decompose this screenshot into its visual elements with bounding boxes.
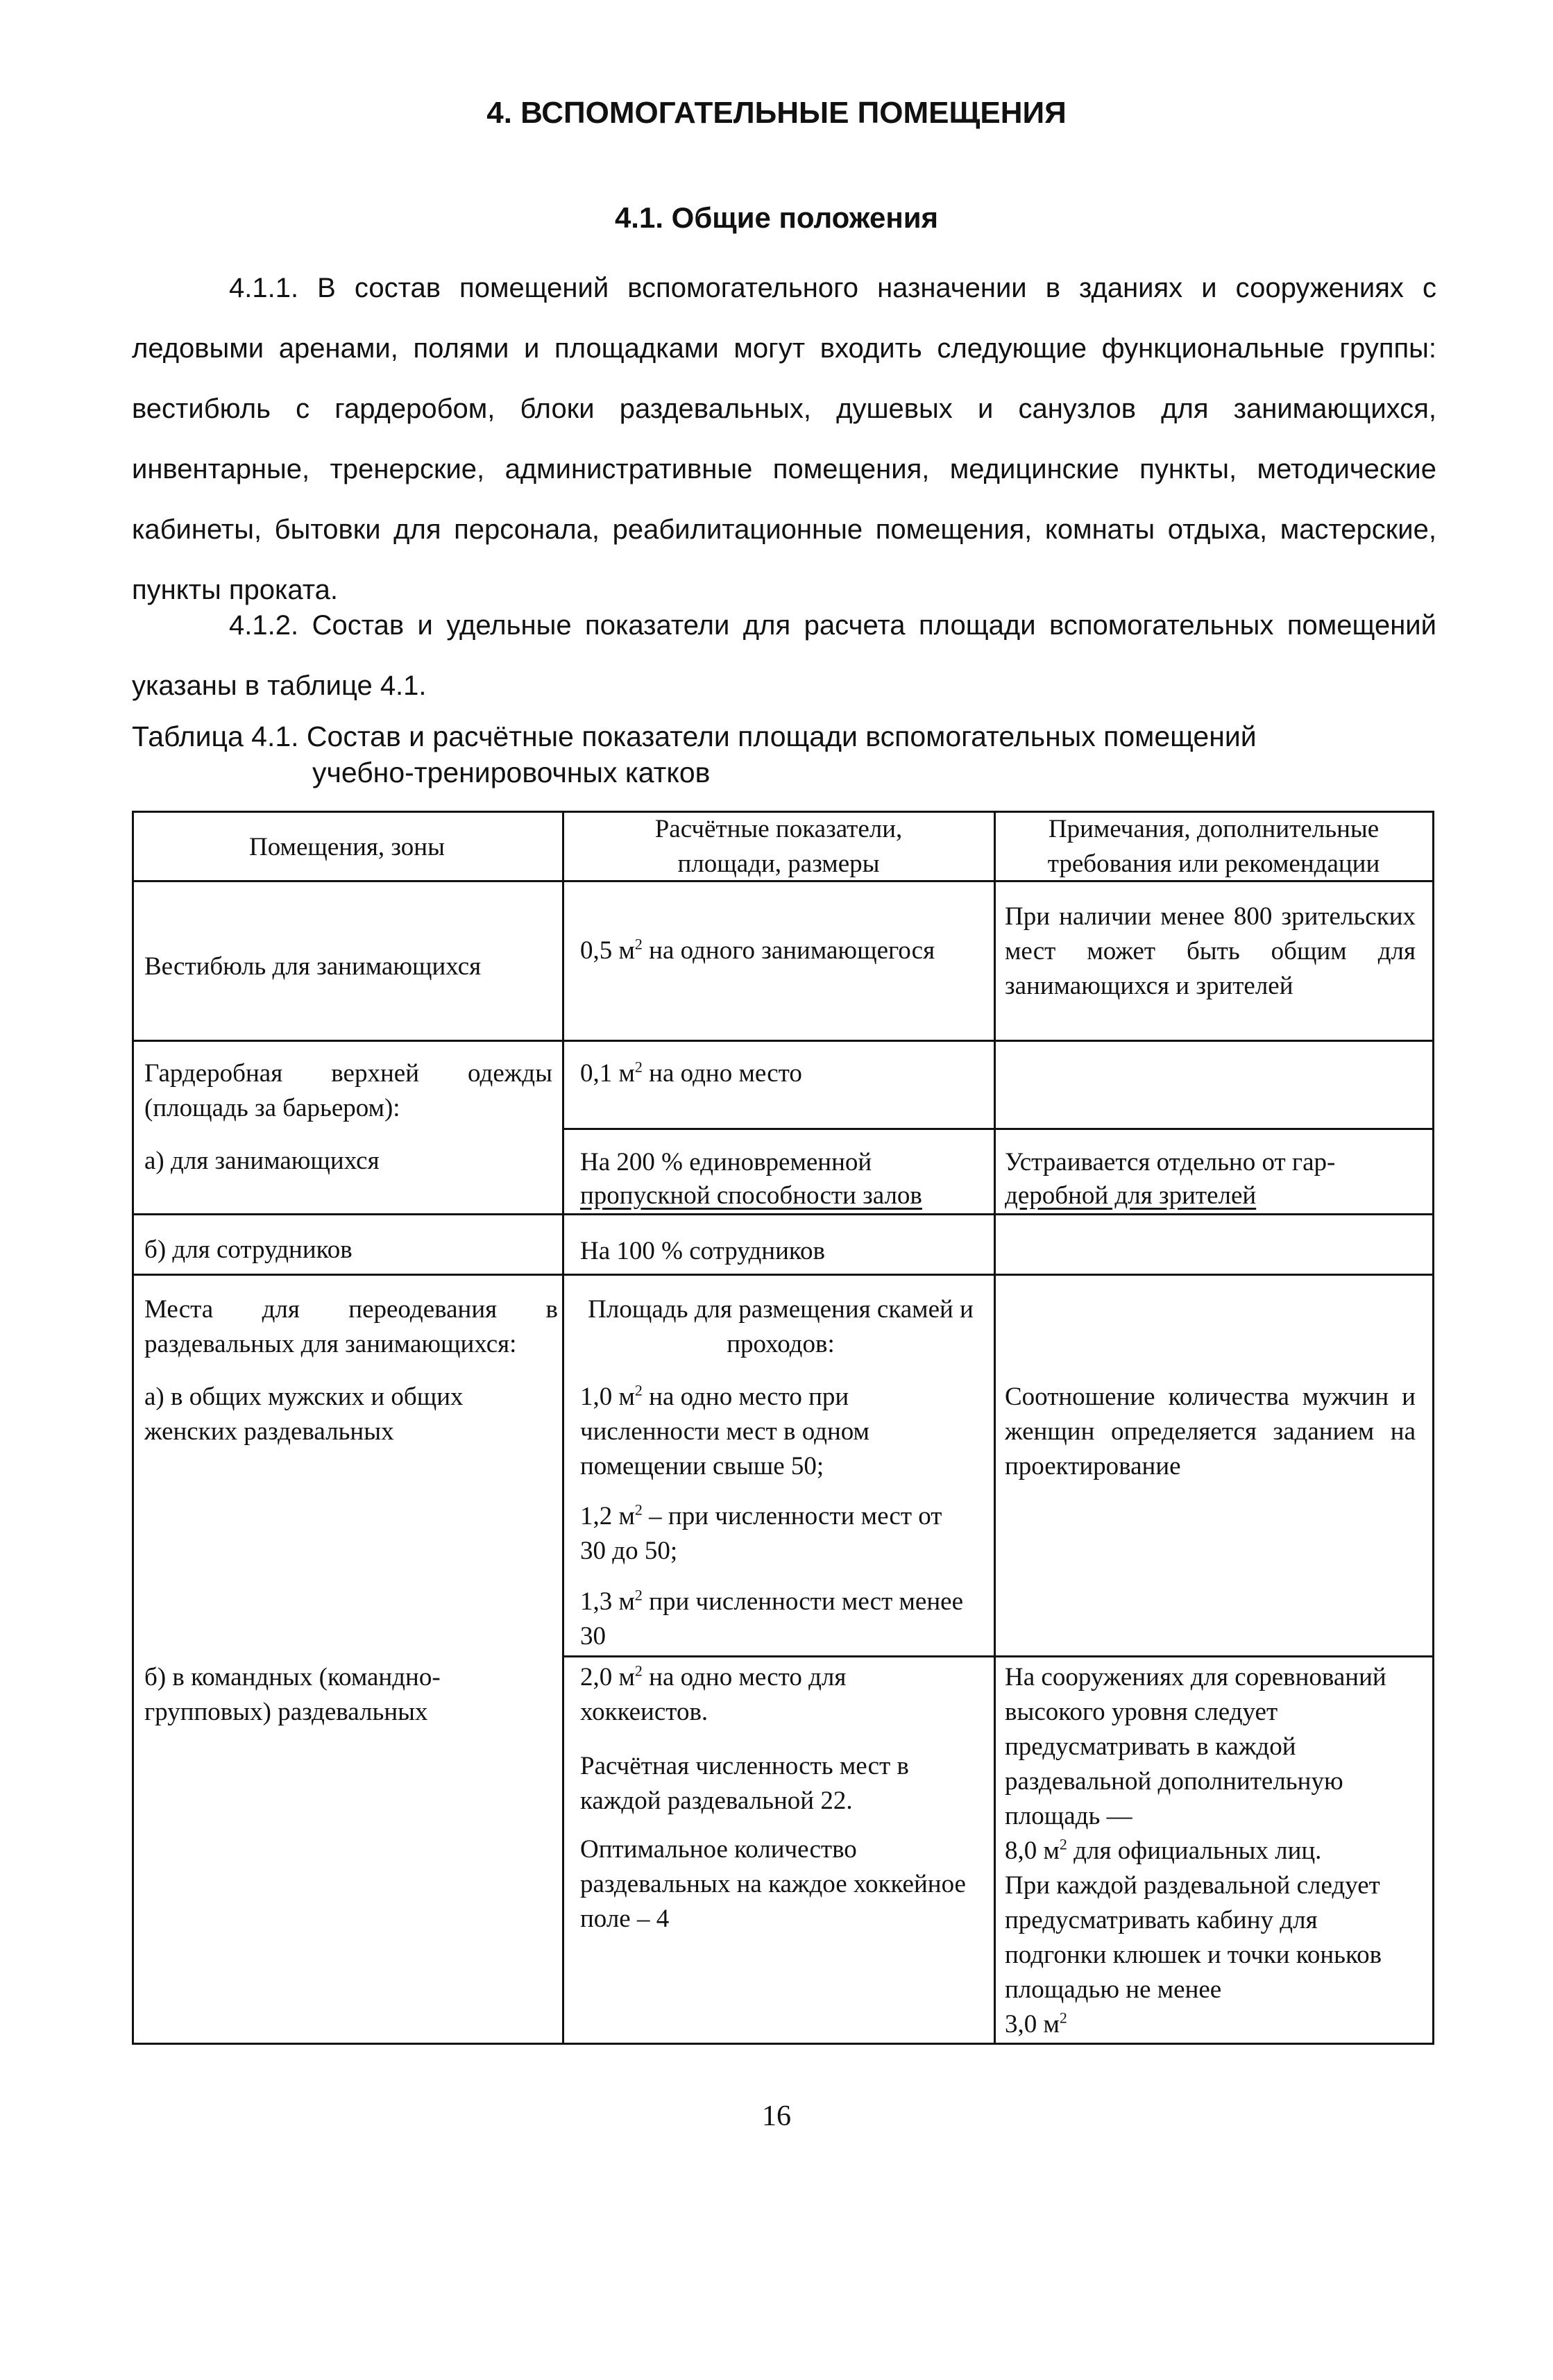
- row-cloakroom-trainees-note-l2: деробной для зрителей: [1005, 1181, 1257, 1210]
- row-changing-general-name: а) в общих мужских и общих женских раздевальных: [144, 1383, 464, 1446]
- row-team-note: На сооружениях для соревнований высокого уровня следует предусматривать в каждой раздевальной дополнительную площадь — 8,0 $м^2$ для официальных лиц. При каждой раздевальной следует предусматривать кабину для подгонки клюшек и точки коньков площадью не менее 3,0 $м^2$: [1005, 1663, 1386, 2039]
- row-changing-note: Соотношение количества мужчин и женщин определяется заданием на проектирование: [1005, 1383, 1416, 1480]
- paragraph-number: 4.1.2.: [229, 610, 299, 641]
- table-caption-line2: учебно-тренировочных катков: [312, 757, 711, 788]
- row-cloakroom-staff-name: б) для сотрудников: [144, 1235, 353, 1264]
- row-cloakroom-indicator: 0,1 $м^2$ на одно место: [580, 1058, 802, 1088]
- row-team-indicator-b: Расчётная численность мест в каждой раздевальной 22.: [580, 1752, 909, 1815]
- row-vestibule-indicator: 0,5 $м^2$ на одного занимающегося: [580, 935, 935, 965]
- row-changing-name: Места для переодевания в раздевальных для занимающихся:: [144, 1295, 558, 1358]
- paragraph-text: Состав и удельные показатели для расчета площади вспомогательных помещений указаны в таблице 4.1.: [132, 610, 1436, 701]
- paragraph-4-1-1: [132, 258, 1436, 621]
- paragraph-text: В состав помещений вспомогательного назначении в зданиях и сооружениях с ледовыми аренами, полями и площадками могут входить следующие функциональные группы: вестибюль с гардеробом, блоки раздевальных, душевых и санузлов для занимающихся, инвентарные, тренерские, административные помещения, медицинские пункты, методические кабинеты, бытовки для персонала, реабилитационные помещения, комнаты отдыха, мастерские, пункты проката.: [132, 273, 1436, 605]
- row-cloakroom-staff-indicator: На 100 % сотрудников: [580, 1237, 825, 1265]
- section-title: 4. ВСПОМОГАТЕЛЬНЫЕ ПОМЕЩЕНИЯ: [486, 96, 1067, 130]
- subsection-title: 4.1. Общие положения: [614, 201, 939, 234]
- row-cloakroom-trainees-note-l1: Устраивается отдельно от гар-: [1005, 1148, 1336, 1176]
- row-cloakroom-trainees-indicator-l1: На 200 % единовременной: [580, 1148, 872, 1176]
- header-indicators-line2: площади, размеры: [677, 850, 880, 878]
- table-caption: Таблица 4.1. Состав и расчётные показатели площади вспомогательных помещений: [132, 720, 1257, 752]
- row-vestibule-note: При наличии менее 800 зрительских мест может быть общим для занимающихся и зрителей: [1005, 902, 1416, 1000]
- row-cloakroom-name: Гардеробная верхней одежды (площадь за барьером):: [144, 1059, 552, 1122]
- row-vestibule-name: Вестибюль для занимающихся: [144, 952, 482, 981]
- header-indicators-line1: Расчётные показатели,: [654, 815, 903, 843]
- header-notes-line1: Примечания, дополнительные: [1048, 815, 1380, 843]
- row-changing-indicator-a: 1,0 $м^2$ на одно место при численности мест в одном помещении свыше 50;: [580, 1381, 869, 1480]
- row-changing-team-name: б) в командных (командно-групповых) раздевальных: [144, 1663, 441, 1726]
- paragraph-4-1-2: [132, 596, 1436, 716]
- paragraph-number: 4.1.1.: [229, 273, 299, 303]
- header-notes-line2: требования или рекомендации: [1047, 850, 1380, 878]
- row-cloakroom-trainees-name: а) для занимающихся: [144, 1147, 380, 1175]
- row-team-indicator-c: Оптимальное количество раздевальных на каждое хоккейное поле – 4: [580, 1835, 966, 1933]
- row-team-indicator-a: 2,0 $м^2$ на одно место для хоккеистов.: [580, 1662, 847, 1726]
- row-changing-indicator-c: 1,3 $м^2$ при численности мест менее 30: [580, 1586, 963, 1651]
- header-rooms: Помещения, зоны: [249, 833, 445, 861]
- row-changing-indicator-head: Площадь для размещения скамей и проходов:: [588, 1295, 974, 1358]
- row-cloakroom-trainees-indicator-l2: пропускной способности залов: [580, 1181, 922, 1210]
- page-number: 16: [762, 2100, 791, 2132]
- row-changing-indicator-b: 1,2 $м^2$ – при численности мест от 30 до 50;: [580, 1501, 942, 1565]
